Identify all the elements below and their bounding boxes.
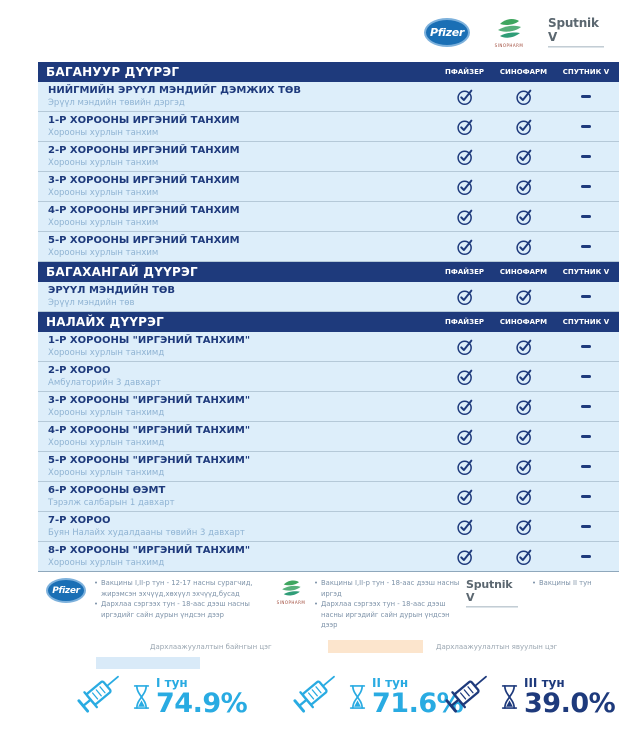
location-title: 6-Р ХОРООНЫ ӨЭМТ [48, 485, 166, 496]
sinopharm-logo [276, 578, 306, 605]
pfizer-cell [435, 368, 494, 386]
mobile-point-swatch [328, 640, 423, 653]
sputnik-cell [553, 95, 619, 98]
check-icon [456, 548, 474, 566]
pfizer-cell [435, 488, 494, 506]
column-header-sputnik: СПУТНИК V [562, 68, 610, 76]
legend-note: • Дархлаа сэргээх тун - 18-аас дээш насны иргэдийг сайн дурын үндсэн дээр [314, 599, 466, 631]
district-header [38, 312, 619, 332]
legend-note: • Вакцины I,II-р тун - 18-аас дээш насны иргэд [314, 578, 466, 599]
pfizer-legend-notes [94, 578, 254, 620]
sputnik-logo [548, 16, 610, 48]
sinopharm-cell [494, 178, 553, 196]
location-subtitle: Хорооны хурлын танхим [48, 248, 159, 258]
sinopharm-cell [494, 428, 553, 446]
sinopharm-caption: SINOPHARM [276, 600, 306, 605]
table-row [38, 542, 619, 572]
check-icon [456, 458, 474, 476]
sputnik-cell [553, 495, 619, 498]
mobile-point-label: Дархлаажуулалтын явуулын цэг [436, 643, 558, 651]
location-title: 5-Р ХОРООНЫ ИРГЭНИЙ ТАНХИМ [48, 235, 240, 246]
sinopharm-logo [490, 16, 528, 48]
table-row [38, 512, 619, 542]
sinopharm-legend-notes [314, 578, 466, 631]
vaccine-logos [424, 16, 610, 48]
sputnik-cell [553, 125, 619, 128]
pfizer-cell [435, 338, 494, 356]
hourglass-icon [349, 683, 366, 711]
legend-note: • Дархлаа сэргээх тун - 18-аас дээш насны иргэдийг сайн дурын үндсэн дээр [94, 599, 254, 620]
location-title: 5-Р ХОРООНЫ "ИРГЭНИЙ ТАНХИМ" [48, 455, 251, 466]
column-header-sputnik: СПУТНИК V [562, 318, 610, 326]
legend-note: • Вакцины I,II-р тун - 12-17 насны сурагчид, жирэмсэн эхчүүд,хөхүүл эхчүүд,бусад [94, 578, 254, 599]
sinopharm-cell [494, 148, 553, 166]
sputnik-cell [553, 245, 619, 248]
legend-sinopharm [276, 578, 466, 631]
check-icon [456, 488, 474, 506]
sinopharm-cell [494, 88, 553, 106]
sputnik-cell [553, 375, 619, 378]
table-row [38, 202, 619, 232]
check-icon [515, 148, 533, 166]
vaccine-legend [46, 578, 612, 631]
check-icon [515, 398, 533, 416]
sputnik-cell [553, 155, 619, 158]
location-subtitle: Хорооны хурлын танхим [48, 218, 159, 228]
column-header-sinopharm: СИНОФАРМ [499, 318, 548, 326]
pfizer-logo [46, 578, 86, 603]
check-icon [515, 518, 533, 536]
sinopharm-cell [494, 238, 553, 256]
legend-sputnik [466, 578, 592, 608]
check-icon [456, 88, 474, 106]
legend-note: • Вакцины II тун [532, 578, 592, 589]
district-title: БАГАНУУР ДҮҮРЭГ [46, 65, 180, 79]
sinopharm-cell [494, 488, 553, 506]
table-row [38, 142, 619, 172]
pfizer-cell [435, 548, 494, 566]
location-subtitle: Тэрэлж салбарын 1 давхарт [48, 498, 175, 508]
pfizer-cell [435, 118, 494, 136]
dash-icon [581, 95, 591, 98]
column-header-pfizer: ПФАЙЗЕР [445, 318, 484, 326]
table-row [38, 282, 619, 312]
district-header [38, 262, 619, 282]
location-title: 3-Р ХОРООНЫ ИРГЭНИЙ ТАНХИМ [48, 175, 240, 186]
pfizer-cell [435, 428, 494, 446]
location-subtitle: Хорооны хурлын танхим [48, 188, 159, 198]
dash-icon [581, 155, 591, 158]
dash-icon [581, 125, 591, 128]
table-row [38, 332, 619, 362]
sputnik-logo-subline [548, 46, 604, 48]
syringe-icon [440, 662, 498, 720]
table-row [38, 422, 619, 452]
dose-3-stat [440, 662, 615, 720]
column-header-pfizer: ПФАЙЗЕР [445, 268, 484, 276]
sputnik-cell [553, 405, 619, 408]
location-title: 4-Р ХОРООНЫ "ИРГЭНИЙ ТАНХИМ" [48, 425, 251, 436]
dose-label: III тун [524, 675, 565, 690]
sputnik-cell [553, 555, 619, 558]
location-title: 2-Р ХОРООНЫ ИРГЭНИЙ ТАНХИМ [48, 145, 240, 156]
check-icon [515, 368, 533, 386]
pfizer-cell [435, 238, 494, 256]
table-row [38, 112, 619, 142]
check-icon [456, 288, 474, 306]
location-subtitle: Хорооны хурлын танхим [48, 158, 159, 168]
location-title: 7-Р ХОРОО [48, 515, 111, 526]
check-icon [456, 208, 474, 226]
dash-icon [581, 435, 591, 438]
location-subtitle: Хорооны хурлын танхимд [48, 348, 165, 358]
dash-icon [581, 185, 591, 188]
location-title: 8-Р ХОРООНЫ "ИРГЭНИЙ ТАНХИМ" [48, 545, 251, 556]
column-header-pfizer: ПФАЙЗЕР [445, 68, 484, 76]
pfizer-logo-text: Pfizer [429, 25, 465, 39]
column-header-sputnik: СПУТНИК V [562, 268, 610, 276]
check-icon [515, 208, 533, 226]
location-title: 1-Р ХОРООНЫ "ИРГЭНИЙ ТАНХИМ" [48, 335, 251, 346]
sinopharm-caption: SINOPHARM [494, 43, 524, 48]
location-subtitle: Хорооны хурлын танхимд [48, 408, 165, 418]
sinopharm-cell [494, 288, 553, 306]
check-icon [515, 488, 533, 506]
check-icon [515, 548, 533, 566]
syringe-icon [288, 662, 346, 720]
check-icon [456, 368, 474, 386]
location-subtitle: Хорооны хурлын танхимд [48, 438, 165, 448]
sputnik-cell [553, 295, 619, 298]
pfizer-cell [435, 458, 494, 476]
pfizer-cell [435, 398, 494, 416]
district-title: БАГАХАНГАЙ ДҮҮРЭГ [46, 265, 198, 279]
check-icon [456, 178, 474, 196]
dose-percentage: 74.9% [156, 688, 248, 720]
check-icon [456, 148, 474, 166]
sinopharm-cell [494, 368, 553, 386]
sinopharm-cell [494, 118, 553, 136]
location-title: 1-Р ХОРООНЫ ИРГЭНИЙ ТАНХИМ [48, 115, 240, 126]
district-title: НАЛАЙХ ДҮҮРЭГ [46, 315, 164, 329]
check-icon [515, 338, 533, 356]
check-icon [515, 288, 533, 306]
vaccination-table [38, 62, 619, 572]
sinopharm-waves-icon [279, 578, 303, 599]
dose-2-stat [288, 662, 463, 720]
dash-icon [581, 465, 591, 468]
dash-icon [581, 215, 591, 218]
dash-icon [581, 405, 591, 408]
sputnik-cell [553, 525, 619, 528]
sinopharm-cell [494, 398, 553, 416]
pfizer-cell [435, 208, 494, 226]
check-icon [515, 88, 533, 106]
dash-icon [581, 245, 591, 248]
location-title: 3-Р ХОРООНЫ "ИРГЭНИЙ ТАНХИМ" [48, 395, 251, 406]
location-subtitle: Хорооны хурлын танхимд [48, 468, 165, 478]
location-subtitle: Эрүүл мэндийн төв [48, 298, 135, 308]
sputnik-cell [553, 465, 619, 468]
check-icon [456, 238, 474, 256]
table-row [38, 482, 619, 512]
pfizer-cell [435, 88, 494, 106]
location-title: 4-Р ХОРООНЫ ИРГЭНИЙ ТАНХИМ [48, 205, 240, 216]
dose-percentage: 71.6% [372, 688, 464, 720]
dash-icon [581, 525, 591, 528]
sputnik-logo-text: Sputnik V [466, 578, 513, 604]
pfizer-cell [435, 288, 494, 306]
sinopharm-cell [494, 518, 553, 536]
table-row [38, 362, 619, 392]
location-subtitle: Буян Налайх худалдааны төвийн 3 давхарт [48, 528, 245, 538]
dash-icon [581, 555, 591, 558]
check-icon [515, 238, 533, 256]
check-icon [456, 118, 474, 136]
column-header-sinopharm: СИНОФАРМ [499, 268, 548, 276]
table-row [38, 172, 619, 202]
dose-label: II тун [372, 675, 409, 690]
sinopharm-cell [494, 548, 553, 566]
dash-icon [581, 345, 591, 348]
pfizer-cell [435, 148, 494, 166]
syringe-icon [72, 662, 130, 720]
check-icon [515, 178, 533, 196]
check-icon [515, 118, 533, 136]
dash-icon [581, 495, 591, 498]
pfizer-cell [435, 178, 494, 196]
location-title: НИЙГМИЙН ЭРҮҮЛ МЭНДИЙГ ДЭМЖИХ ТӨВ [48, 85, 302, 96]
check-icon [456, 338, 474, 356]
check-icon [456, 518, 474, 536]
check-icon [456, 428, 474, 446]
check-icon [515, 428, 533, 446]
pfizer-cell [435, 518, 494, 536]
sputnik-legend-notes [532, 578, 592, 589]
table-row [38, 392, 619, 422]
location-subtitle: Хорооны хурлын танхимд [48, 558, 165, 568]
sputnik-cell [553, 345, 619, 348]
hourglass-icon [501, 683, 518, 711]
column-header-sinopharm: СИНОФАРМ [499, 68, 548, 76]
table-row [38, 232, 619, 262]
pfizer-logo-text: Pfizer [52, 585, 80, 596]
check-icon [456, 398, 474, 416]
sinopharm-cell [494, 208, 553, 226]
check-icon [515, 458, 533, 476]
dash-icon [581, 295, 591, 298]
sputnik-logo [466, 578, 524, 608]
location-title: 2-Р ХОРОО [48, 365, 111, 376]
dose-1-stat [72, 662, 247, 720]
sputnik-logo-text: Sputnik V [548, 16, 599, 44]
sinopharm-cell [494, 458, 553, 476]
location-subtitle: Хорооны хурлын танхим [48, 128, 159, 138]
hourglass-icon [133, 683, 150, 711]
dose-percentage: 39.0% [524, 688, 616, 720]
stationary-point-label: Дархлаажуулалтын байнгын цэг [150, 643, 272, 651]
sputnik-cell [553, 185, 619, 188]
dose-label: I тун [156, 675, 188, 690]
legend-pfizer [46, 578, 276, 620]
pfizer-logo [424, 18, 470, 47]
sinopharm-waves-icon [494, 16, 524, 42]
table-row [38, 82, 619, 112]
sputnik-logo-subline [466, 606, 518, 608]
location-subtitle: Амбулаторийн 3 давхарт [48, 378, 161, 388]
table-row [38, 452, 619, 482]
location-title: ЭРҮҮЛ МЭНДИЙН ТӨВ [48, 285, 176, 296]
sputnik-cell [553, 215, 619, 218]
sinopharm-cell [494, 338, 553, 356]
location-subtitle: Эрүүл мэндийн төвийн дэргэд [48, 98, 185, 108]
district-header [38, 62, 619, 82]
dash-icon [581, 375, 591, 378]
sputnik-cell [553, 435, 619, 438]
